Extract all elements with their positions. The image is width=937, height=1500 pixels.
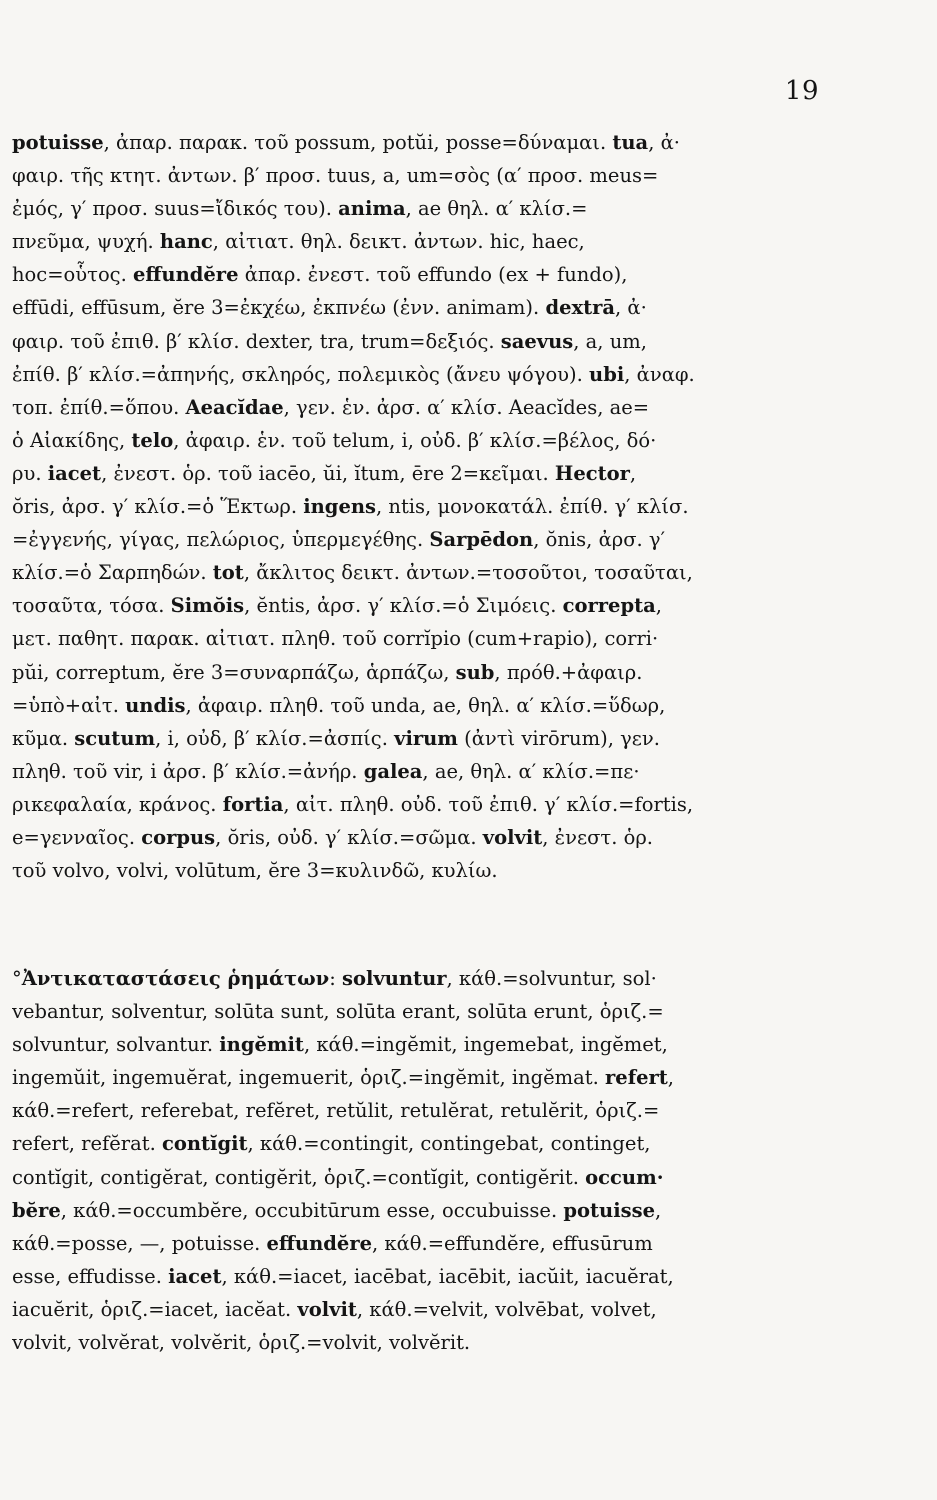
gloss-text: , κάθ.=occumbĕre, occubitūrum esse, occubuisse. — [60, 1198, 564, 1222]
gloss-text: ŏris, ἀρσ. γ′ κλίσ.=ὁ Ἕκτωρ. — [12, 495, 304, 519]
headword: contĭgit — [161, 1132, 248, 1156]
gloss-text: μετ. παθητ. παρακ. αἰτιατ. πληθ. τοῦ corrĭpio (cum+rapio), corri· — [12, 627, 659, 651]
gloss-text: , ἀ· — [615, 296, 647, 320]
text-line — [12, 159, 825, 192]
headword: Sarpēdon — [429, 528, 534, 552]
text-line — [12, 962, 825, 995]
gloss-text: ἐπίθ. β′ κλίσ.=ἀπηνής, σκληρός, πολεμικὸς (ἄνευ ψόγου). — [12, 362, 590, 386]
gloss-text: , ἀναφ. — [624, 362, 695, 386]
gloss-text: , γεν. ἑν. ἀρσ. α′ κλίσ. Aeacĭdes, ae= — [283, 395, 650, 419]
gloss-text: refert, refĕrat. — [12, 1132, 162, 1156]
headword: anima — [338, 197, 406, 221]
gloss-text: , ἄκλιτος δεικτ. ἀντων.=τοσοῦτοι, τοσαῦται, — [243, 561, 693, 585]
gloss-text: , κάθ.=iacet, iacēbat, iacēbit, iacŭit, iacuĕrat, — [221, 1264, 674, 1288]
gloss-text: : — [329, 967, 342, 990]
text-line — [12, 490, 825, 523]
headword: Hector — [554, 461, 630, 485]
text-line — [12, 391, 825, 424]
gloss-text: (ἀντὶ virōrum), γεν. — [457, 726, 660, 750]
verb-substitutions-paragraph — [12, 962, 825, 1359]
gloss-text: τοῦ volvo, volvi, volūtum, ĕre 3=κυλινδῶ, κυλίω. — [12, 859, 498, 883]
text-line — [12, 523, 825, 556]
headword: correpta — [562, 594, 656, 618]
gloss-text: , ἀφαιρ. πληθ. τοῦ unda, ae, θηλ. α′ κλίσ.=ὕδωρ, — [185, 693, 666, 717]
gloss-text: , ἀπαρ. παρακ. τοῦ possum, potŭi, posse=δύναμαι. — [103, 131, 613, 154]
gloss-text: solvuntur, solvantur. — [12, 1033, 220, 1057]
gloss-text: , ae θηλ. α′ κλίσ.= — [405, 197, 588, 221]
text-line — [12, 995, 825, 1028]
gloss-text: κάθ.=refert, referebat, refĕret, retŭlit, retulĕrat, retulĕrit, ὁριζ.= — [12, 1099, 660, 1123]
gloss-text: hoc=οὗτος. — [12, 263, 133, 287]
headword: scutum — [74, 726, 156, 750]
gloss-text: , αἰτ. πληθ. οὐδ. τοῦ ἐπιθ. γ′ κλίσ.=fortis, — [283, 792, 694, 816]
headword: undis — [125, 693, 186, 717]
text-line — [12, 1326, 825, 1359]
gloss-text: =ἐγγενής, γίγας, πελώριος, ὑπερμεγέθης. — [12, 528, 430, 552]
text-line — [12, 722, 825, 755]
gloss-text: ρικεφαλαία, κράνος. — [12, 792, 223, 816]
gloss-text: ° — [12, 967, 22, 990]
headword: tua — [612, 131, 649, 154]
text-line — [12, 854, 825, 887]
headword: hanc — [159, 230, 213, 254]
text-line — [12, 1194, 825, 1227]
text-line — [12, 1127, 825, 1160]
text-line — [12, 126, 825, 159]
headword: refert — [605, 1066, 668, 1090]
gloss-text: πληθ. τοῦ vir, i ἀρσ. β′ κλίσ.=ἀνήρ. — [12, 759, 364, 783]
headword: tot — [212, 561, 244, 585]
gloss-text: , κάθ.=solvuntur, sol· — [446, 967, 657, 990]
gloss-text: , κάθ.=contingit, contingebat, continget, — [247, 1132, 651, 1156]
text-line — [12, 589, 825, 622]
text-line — [12, 192, 825, 225]
text-line — [12, 755, 825, 788]
headword: fortia — [222, 792, 284, 816]
text-line — [12, 1293, 825, 1326]
gloss-text: , ae, θηλ. α′ κλίσ.=πε· — [422, 759, 640, 783]
text-line — [12, 1028, 825, 1061]
gloss-text: , ἐνεστ. ὁρ. — [542, 825, 653, 849]
text-line — [12, 1094, 825, 1127]
gloss-text: , κάθ.=velvit, volvēbat, volvet, — [356, 1297, 657, 1321]
headword: iacet — [47, 461, 102, 485]
headword: solvuntur — [341, 967, 447, 990]
gloss-text: ingemŭit, ingemuĕrat, ingemuerit, ὁριζ.=ingĕmit, ingĕmat. — [12, 1066, 606, 1090]
headword: virum — [394, 726, 458, 750]
gloss-text: , πρόθ.+ἀφαιρ. — [494, 660, 643, 684]
text-line — [12, 424, 825, 457]
text-line — [12, 457, 825, 490]
text-line — [12, 1161, 825, 1194]
gloss-text: ὁ Αἰακίδης, — [12, 428, 132, 452]
text-line — [12, 788, 825, 821]
gloss-text: , κάθ.=effundĕre, effusūrum — [372, 1231, 653, 1255]
text-line — [12, 1227, 825, 1260]
gloss-text: φαιρ. τῆς κτητ. ἀντων. β′ προσ. tuus, a, um=σὸς (α′ προσ. meus= — [12, 164, 659, 188]
text-line — [12, 622, 825, 655]
gloss-text: e=γενναῖος. — [12, 825, 142, 849]
gloss-text: , ἀφαιρ. ἑν. τοῦ telum, i, οὐδ. β′ κλίσ.=βέλος, δό· — [173, 428, 657, 452]
headword: potuisse — [12, 131, 104, 154]
gloss-text: , ŏnis, ἀρσ. γ′ — [533, 528, 665, 552]
headword: galea — [363, 759, 423, 783]
gloss-text: esse, effudisse. — [12, 1264, 169, 1288]
gloss-text: contĭgit, contigĕrat, contigĕrit, ὁριζ.=contĭgit, contigĕrit. — [12, 1165, 586, 1189]
gloss-text: ρυ. — [12, 461, 48, 485]
gloss-text: κῦμα. — [12, 726, 75, 750]
headword: potuisse — [563, 1198, 655, 1222]
commentary-paragraph — [12, 126, 825, 887]
headword: volvit — [297, 1297, 357, 1321]
gloss-text: , ntis, μονοκατάλ. ἐπίθ. γ′ κλίσ. — [376, 495, 689, 519]
headword: iacet — [168, 1264, 222, 1288]
text-line — [12, 1061, 825, 1094]
gloss-text: τοπ. ἐπίθ.=ὅπου. — [12, 395, 186, 419]
headword: effundĕre — [266, 1231, 373, 1255]
headword: ingĕmit — [219, 1033, 304, 1057]
gloss-text: φαιρ. τοῦ ἐπιθ. β′ κλίσ. dexter, tra, trum=δεξιός. — [12, 329, 501, 353]
text-line — [12, 821, 825, 854]
headword: Aeacĭdae — [185, 395, 284, 419]
gloss-text: volvit, volvĕrat, volvĕrit, ὁριζ.=volvit, volvĕrit. — [12, 1331, 471, 1355]
text-line — [12, 1260, 825, 1293]
gloss-text: , — [654, 1198, 662, 1222]
gloss-text: , — [667, 1066, 674, 1090]
page-number: 19 — [784, 76, 819, 106]
headword: dextrā — [545, 296, 616, 320]
text-line — [12, 556, 825, 589]
headword: corpus — [141, 825, 216, 849]
headword: ingens — [303, 495, 377, 519]
gloss-text: , i, οὐδ, β′ κλίσ.=ἀσπίς. — [155, 726, 395, 750]
headword: volvit — [482, 825, 543, 849]
text-line — [12, 656, 825, 689]
text-line — [12, 258, 825, 291]
gloss-text: , ĕntis, ἀρσ. γ′ κλίσ.=ὁ Σιμόεις. — [244, 594, 563, 618]
gloss-text: ἐμός, γ′ προσ. suus=ἴδικός του). — [12, 197, 339, 221]
headword: ubi — [589, 362, 625, 386]
headword: telo — [131, 428, 174, 452]
gloss-text: , ŏris, οὐδ. γ′ κλίσ.=σῶμα. — [215, 825, 483, 849]
gloss-text: κλίσ.=ὁ Σαρπηδών. — [12, 561, 213, 585]
gloss-text: pŭi, correptum, ĕre 3=συναρπάζω, ἁρπάζω, — [12, 660, 456, 684]
gloss-text: , — [655, 594, 662, 618]
gloss-text: , a, um, — [573, 329, 647, 353]
text-line — [12, 225, 825, 258]
gloss-text: vebantur, solventur, solūta sunt, solūta erant, solūta erunt, ὁριζ.= — [12, 1000, 664, 1024]
headword: bĕre — [12, 1198, 61, 1222]
headword: effundĕre — [133, 263, 239, 287]
headword: occum· — [585, 1165, 664, 1189]
gloss-text: , ἀ· — [648, 131, 680, 154]
text-line — [12, 325, 825, 358]
gloss-text: , κάθ.=ingĕmit, ingemebat, ingĕmet, — [303, 1033, 668, 1057]
gloss-text: , ἐνεστ. ὁρ. τοῦ iacēo, ŭi, ĭtum, ēre 2=κεῖμαι. — [101, 461, 555, 485]
text-line — [12, 689, 825, 722]
gloss-text: κάθ.=posse, —, potuisse. — [12, 1231, 267, 1255]
gloss-text: effūdi, effūsum, ĕre 3=ἐκχέω, ἐκπνέω (ἐνν. animam). — [12, 296, 546, 320]
gloss-text: ἀπαρ. ἐνεστ. τοῦ effundo (ex + fundo), — [238, 263, 628, 287]
gloss-text: τοσαῦτα, τόσα. — [12, 594, 171, 618]
headword: Ἀντικαταστάσεις ῥημάτων — [21, 967, 330, 990]
gloss-text: , αἰτιατ. θηλ. δεικτ. ἀντων. hic, haec, — [212, 230, 585, 254]
text-line — [12, 358, 825, 391]
headword: saevus — [500, 329, 574, 353]
headword: sub — [455, 660, 495, 684]
text-line — [12, 291, 825, 324]
gloss-text: πνεῦμα, ψυχή. — [12, 230, 160, 254]
headword: Simŏis — [170, 594, 245, 618]
gloss-text: , — [629, 461, 637, 485]
gloss-text: iacuĕrit, ὁριζ.=iacet, iacĕat. — [12, 1297, 298, 1321]
gloss-text: =ὑπὸ+αἰτ. — [12, 693, 126, 717]
